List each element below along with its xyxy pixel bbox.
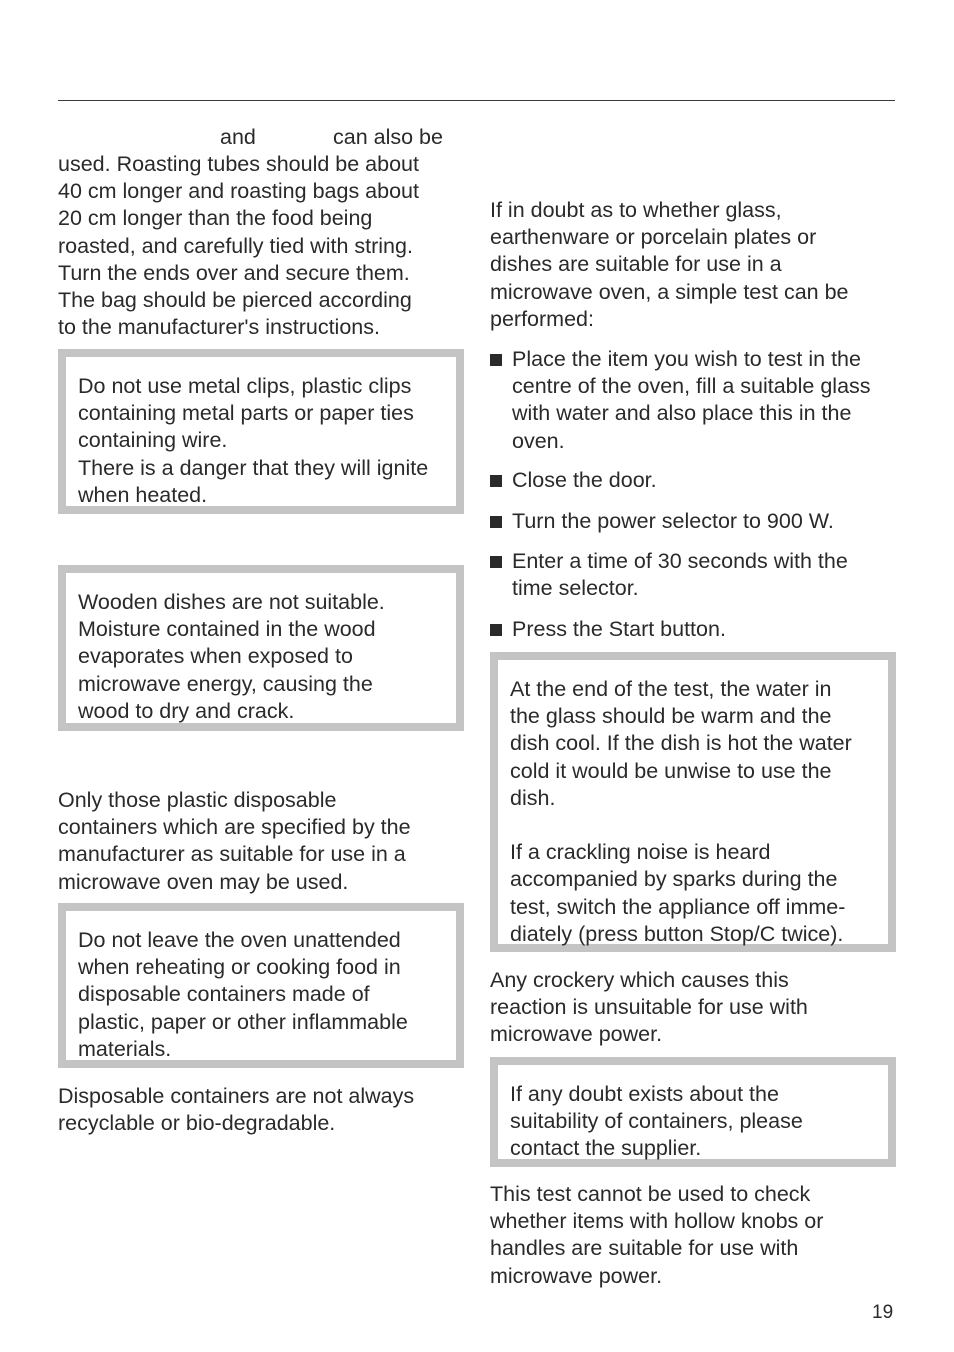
warning-text-metal-clips: Do not use metal clips, plastic clips containing metal parts or paper ties containing wire. There is a danger that they will ignite when heated.: [78, 374, 429, 507]
warning-box-metal-clips: [58, 349, 464, 514]
intro-fragment-can-also-be: can also be: [333, 125, 443, 149]
warning-box-unattended: [58, 903, 464, 1068]
bullet-square-icon: [490, 556, 502, 568]
bullet-square-icon: [490, 624, 502, 636]
roasting-paragraph: used. Roasting tubes should be about 40 cm longer and roasting bags about 20 cm longer than the food being roasted, and carefully tied with string. Turn the ends over and secure them. The bag should be pierced according to the manufacturer's instructions.: [58, 152, 419, 340]
bullet-square-icon: [490, 516, 502, 528]
crockery-paragraph: Any crockery which causes this reaction is unsuitable for use with microwave power.: [490, 968, 808, 1047]
test-step-text: Place the item you wish to test in the centre of the oven, fill a suitable glass with water and also place this in the oven.: [512, 347, 871, 453]
warning-text-wooden-dishes: Wooden dishes are not suitable. Moisture contained in the wood evaporates when exposed to microwave energy, causing the wood to dry and crack.: [78, 590, 385, 723]
intro-fragment-and: and: [220, 125, 256, 149]
page-number: 19: [872, 1302, 894, 1323]
test-step-text: Enter a time of 30 seconds with the time selector.: [512, 549, 848, 601]
disposable-containers-paragraph: Only those plastic disposable containers which are specified by the manufacturer as suitable for use in a microwave oven may be used.: [58, 788, 411, 894]
test-step-text: Turn the power selector to 900 W.: [512, 509, 834, 533]
test-result-box: [490, 652, 896, 952]
warning-box-wooden-dishes: [58, 565, 464, 731]
test-result-text: At the end of the test, the water in the glass should be warm and the dish cool. If the dish is hot the water cold it would be unwise to use the dish. If a crackling noise is heard accompanied by sparks during the test, switch the appliance off imme- diately (press button Stop/C twice).: [510, 677, 852, 946]
test-step-text: Press the Start button.: [512, 617, 726, 641]
bullet-square-icon: [490, 475, 502, 487]
warning-text-unattended: Do not leave the oven unattended when reheating or cooking food in disposable containers made of plastic, paper or other inflammable materials.: [78, 928, 408, 1061]
header-rule: [58, 100, 895, 101]
bullet-square-icon: [490, 354, 502, 366]
supplier-doubt-box: [490, 1057, 896, 1167]
test-intro-paragraph: If in doubt as to whether glass, earthenware or porcelain plates or dishes are suitable for use in a microwave oven, a simple test can be performed:: [490, 198, 849, 331]
recyclable-paragraph: Disposable containers are not always recyclable or bio-degradable.: [58, 1084, 415, 1136]
test-step-text: Close the door.: [512, 468, 657, 492]
hollow-knobs-paragraph: This test cannot be used to check whether items with hollow knobs or handles are suitable for use with microwave power.: [490, 1182, 824, 1288]
supplier-doubt-text: If any doubt exists about the suitability of containers, please contact the supplier.: [510, 1082, 803, 1161]
